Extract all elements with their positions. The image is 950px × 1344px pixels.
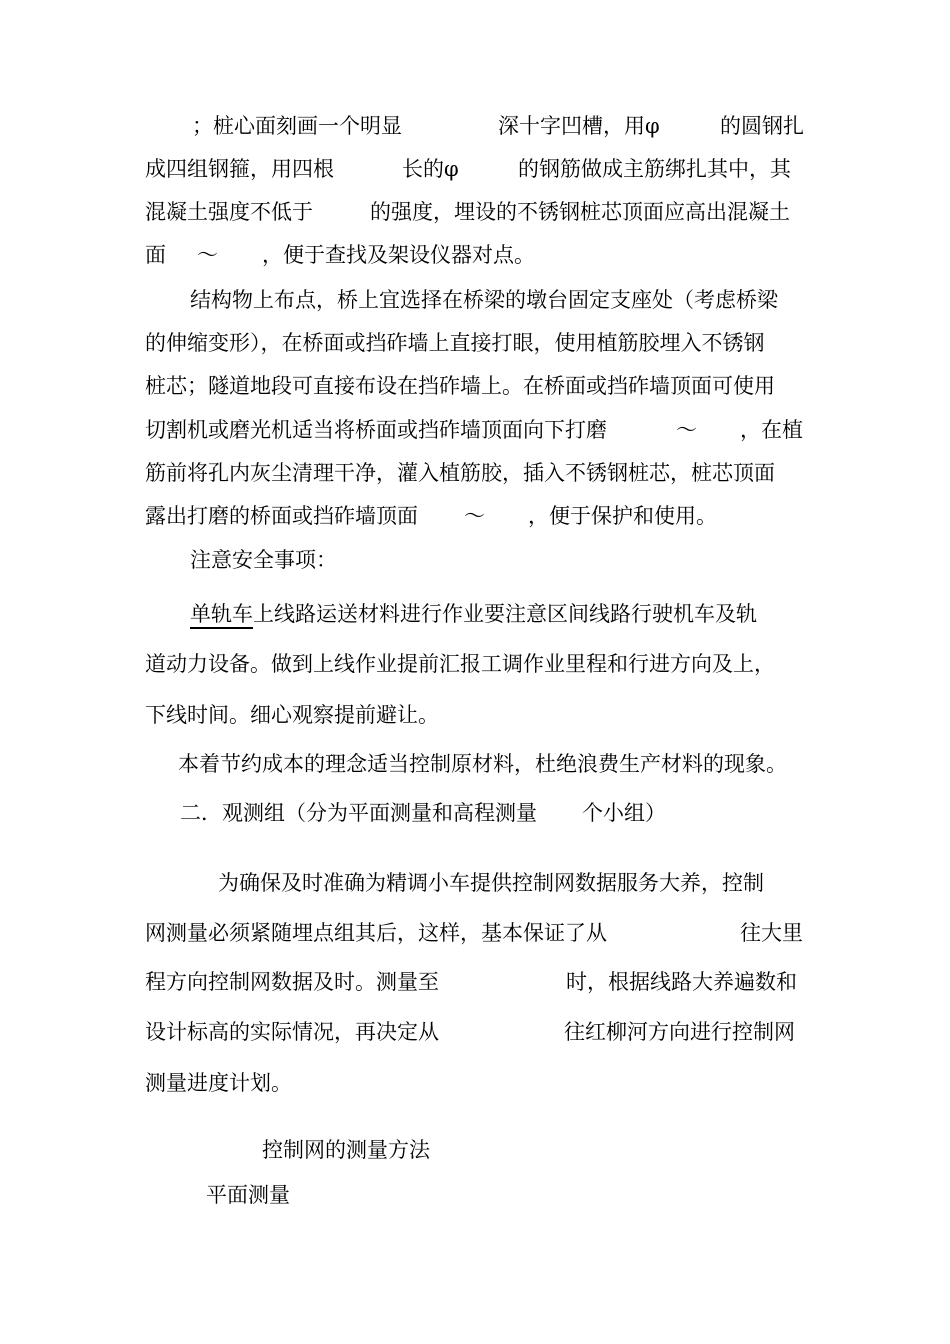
safety-line1	[190, 600, 757, 628]
p2-line2: 的伸缩变形），在桥面或挡砟墙上直接打眼，使用植筋胶埋入不锈钢	[145, 331, 765, 355]
p1-line3-a: 混凝土强度不低于	[145, 200, 313, 224]
p2-line4-c: ，在植	[740, 418, 803, 442]
sec2-line2-b: 往大里	[740, 921, 803, 945]
safety-line1-underlined: 单轨车	[190, 602, 253, 629]
sec2-heading-a: 二．观测组（分为平面测量和高程测量	[180, 801, 537, 825]
p1-line1-a: ；桩心面刻画一个明显	[192, 114, 402, 138]
sec2-line5: 测量进度计划。	[145, 1071, 292, 1095]
p2-line5: 筋前将孔内灰尘清理干净，灌入植筋胶，插入不锈钢桩芯，桩芯顶面	[145, 461, 775, 485]
p1-line4-a: 面	[145, 243, 166, 267]
sec2-line4-b: 往红柳河方向进行控制网	[564, 1020, 795, 1044]
p1-line2-a: 成四组钢箍，用四根	[145, 157, 334, 181]
safety-line1-rest: 上线路运送材料进行作业要注意区间线路行驶机车及轨	[253, 602, 757, 626]
p1-line1-c: 的圆钢扎	[720, 114, 804, 138]
safety-line2: 道动力设备。做到上线作业提前汇报工调作业里程和行进方向及上，	[145, 652, 775, 676]
p2-line6-b: ～	[464, 504, 485, 528]
sec2-line2-a: 网测量必须紧随埋点组其后，这样，基本保证了从	[145, 921, 607, 945]
sec2-line4-a: 设计标高的实际情况，再决定从	[145, 1020, 439, 1044]
sec2-line3-b: 时，根据线路大养遍数和	[566, 970, 797, 994]
p1-line4-b: ～	[197, 243, 218, 267]
p2-line6-a: 露出打磨的桥面或挡砟墙顶面	[145, 504, 418, 528]
sec2-line3-a: 程方向控制网数据及时。测量至	[145, 970, 439, 994]
p1-line1-b: 深十字凹槽，用φ	[498, 114, 660, 138]
p2-line4-b: ～	[676, 418, 697, 442]
p2-line4-a: 切割机或磨光机适当将桥面或挡砟墙顶面向下打磨	[145, 418, 607, 442]
p2-line1: 结构物上布点，桥上宜选择在桥梁的墩台固定支座处（考虑桥梁	[190, 288, 778, 312]
sec2-heading-b: 个小组）	[582, 801, 666, 825]
p1-line3-b: 的强度，埋设的不锈钢桩芯顶面应高出混凝土	[370, 200, 790, 224]
sec2-subheading-2: 平面测量	[206, 1183, 290, 1207]
safety-line3: 下线时间。细心观察提前避让。	[145, 703, 439, 727]
p1-line2-c: 的钢筋做成主筋绑扎其中，其	[518, 157, 791, 181]
sec2-subheading-1: 控制网的测量方法	[262, 1138, 430, 1162]
p1-line4-c: ，便于查找及架设仪器对点。	[262, 243, 535, 267]
safety-title: 注意安全事项：	[190, 548, 337, 572]
p2-line3: 桩芯；隧道地段可直接布设在挡砟墙上。在桥面或挡砟墙顶面可使用	[145, 374, 775, 398]
safety-line4: 本着节约成本的理念适当控制原材料，杜绝浪费生产材料的现象。	[178, 752, 787, 776]
sec2-line1: 为确保及时准确为精调小车提供控制网数据服务大养，控制	[218, 871, 764, 895]
p1-line2-b: 长的φ	[402, 157, 459, 181]
p2-line6-c: ，便于保护和使用。	[528, 504, 717, 528]
